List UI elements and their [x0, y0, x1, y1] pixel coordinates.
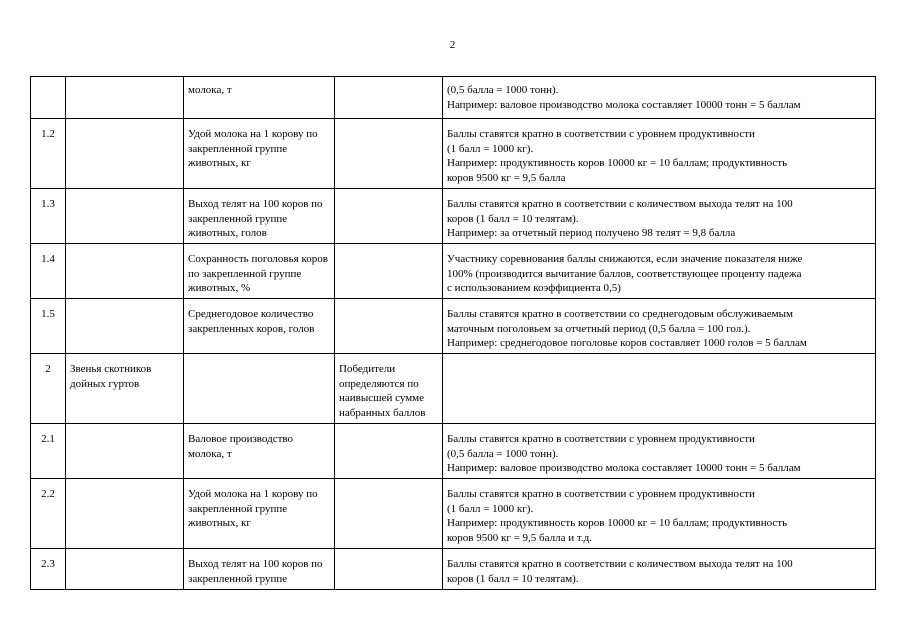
description-line: коров (1 балл = 10 телятам).	[447, 212, 579, 225]
scoring-description	[443, 77, 876, 119]
table-row	[31, 299, 876, 354]
row-number	[31, 77, 66, 119]
row-number: 2.3	[31, 549, 66, 590]
row-number: 2.2	[31, 479, 66, 549]
description-line: Например: валовое производство молока составляет 10000 тонн = 5 баллам	[447, 98, 801, 111]
indicator: Сохранность поголовья коров по закрепленной группе животных, %	[184, 244, 335, 299]
description-line: 100% (производится вычитание баллов, соответствующее проценту падежа	[447, 267, 802, 280]
winner-condition	[335, 424, 443, 479]
indicator: Выход телят на 100 коров по закрепленной группе животных, голов	[184, 189, 335, 244]
description-line: (0,5 балла = 1000 тонн).	[447, 84, 559, 96]
table-row	[31, 77, 876, 119]
winner-condition	[335, 244, 443, 299]
participant-group	[66, 189, 184, 244]
table-row	[31, 424, 876, 479]
winner-condition	[335, 77, 443, 119]
table-row	[31, 189, 876, 244]
row-number: 1.5	[31, 299, 66, 354]
row-number: 1.2	[31, 119, 66, 189]
scoring-description	[443, 424, 876, 479]
description-line: Баллы ставятся кратно в соответствии с количеством выхода телят на 100	[447, 198, 793, 210]
description-line: коров 9500 кг = 9,5 балла	[447, 171, 566, 184]
participant-group	[66, 244, 184, 299]
description-line: коров 9500 кг = 9,5 балла и т.д.	[447, 531, 592, 544]
winner-condition	[335, 119, 443, 189]
description-line: Баллы ставятся кратно в соответствии со среднегодовым обслуживаемым	[447, 308, 793, 320]
table-row	[31, 549, 876, 590]
scoring-description	[443, 549, 876, 590]
row-number: 1.4	[31, 244, 66, 299]
winner-condition	[335, 189, 443, 244]
indicator: Удой молока на 1 корову по закрепленной группе животных, кг	[184, 479, 335, 549]
description-line: Участнику соревнования баллы снижаются, если значение показателя ниже	[447, 253, 803, 265]
description-line: Например: среднегодовое поголовье коров составляет 1000 голов = 5 баллам	[447, 337, 807, 349]
description-line: маточным поголовьем за отчетный период (0,5 балла = 100 гол.).	[447, 322, 751, 335]
table-row	[31, 119, 876, 189]
participant-group	[66, 77, 184, 119]
description-line: коров (1 балл = 10 телятам).	[447, 572, 579, 585]
table-row	[31, 244, 876, 299]
table-row	[31, 354, 876, 424]
description-line: Например: продуктивность коров 10000 кг = 10 баллам; продуктивность	[447, 157, 788, 169]
indicator: Валовое производство молока, т	[184, 424, 335, 479]
criteria-table	[30, 76, 876, 590]
description-line: Баллы ставятся кратно в соответствии с уровнем продуктивности	[447, 433, 755, 445]
row-number: 2.1	[31, 424, 66, 479]
description-line: с использованием коэффициента 0,5)	[447, 282, 621, 294]
row-number: 2	[31, 354, 66, 424]
participant-group	[66, 119, 184, 189]
description-line: Например: за отчетный период получено 98 телят = 9,8 балла	[447, 227, 736, 239]
indicator: Выход телят на 100 коров по закрепленной группе	[184, 549, 335, 590]
winner-condition	[335, 549, 443, 590]
description-line: Баллы ставятся кратно в соответствии с уровнем продуктивности	[447, 488, 755, 500]
description-line: (1 балл = 1000 кг).	[447, 142, 534, 155]
description-line: (0,5 балла = 1000 тонн).	[447, 447, 559, 460]
description-line: Баллы ставятся кратно в соответствии с уровнем продуктивности	[447, 128, 755, 140]
indicator: Среднегодовое количество закрепленных коров, голов	[184, 299, 335, 354]
participant-group	[66, 549, 184, 590]
description-line: Например: продуктивность коров 10000 кг = 10 баллам; продуктивность	[447, 517, 788, 529]
scoring-description	[443, 299, 876, 354]
winner-condition	[335, 299, 443, 354]
participant-group	[66, 424, 184, 479]
page-number: 2	[449, 39, 456, 51]
indicator	[184, 354, 335, 424]
description-line: Баллы ставятся кратно в соответствии с количеством выхода телят на 100	[447, 558, 793, 570]
participant-group: Звенья скотников дойных гуртов	[66, 354, 184, 424]
indicator: Удой молока на 1 корову по закрепленной группе животных, кг	[184, 119, 335, 189]
scoring-description	[443, 189, 876, 244]
winner-condition	[335, 479, 443, 549]
scoring-description	[443, 479, 876, 549]
table-row	[31, 479, 876, 549]
criteria-table-body	[31, 77, 876, 590]
description-line: (1 балл = 1000 кг).	[447, 502, 534, 515]
scoring-description	[443, 119, 876, 189]
scoring-description	[443, 354, 876, 424]
participant-group	[66, 299, 184, 354]
description-line: Например: валовое производство молока составляет 10000 тонн = 5 баллам	[447, 462, 801, 474]
row-number: 1.3	[31, 189, 66, 244]
indicator: молока, т	[184, 77, 335, 119]
participant-group	[66, 479, 184, 549]
winner-condition: Победители определяются по наивысшей сумме набранных баллов	[335, 354, 443, 424]
scoring-description	[443, 244, 876, 299]
